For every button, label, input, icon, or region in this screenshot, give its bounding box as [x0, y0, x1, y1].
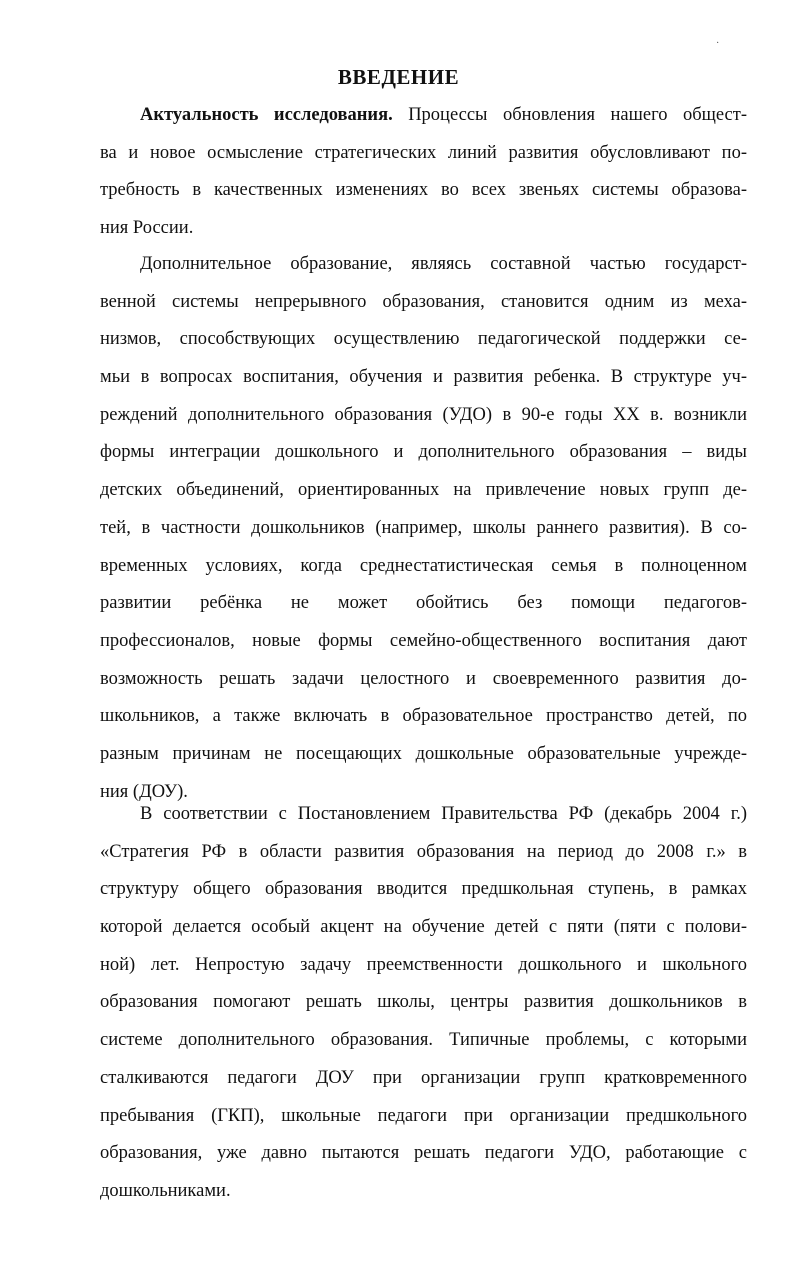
paragraph-strategy	[100, 796, 747, 1211]
text-line: В соответствии с Постановлением Правительства РФ (декабрь 2004 г.)	[140, 804, 747, 824]
text-line: ния (ДОУ).	[100, 781, 188, 802]
text-line: формы интеграции дошкольного и дополнительного образования – виды	[100, 442, 747, 463]
text-line: сталкиваются педагоги ДОУ при организации групп кратковременного	[100, 1067, 747, 1088]
paragraph-lead: Актуальность исследования.	[140, 105, 393, 125]
text-line: ва и новое осмысление стратегических линий развития обусловливают по-	[100, 142, 747, 163]
scan-speck: ·	[716, 38, 720, 49]
text-line: возможность решать задачи целостного и своевременного развития до-	[100, 668, 747, 689]
text-line: образования помогают решать школы, центры развития дошкольников в	[100, 992, 747, 1013]
paragraph-relevance	[100, 97, 747, 248]
text-line: профессионалов, новые формы семейно-общественного воспитания дают	[100, 630, 747, 651]
text-line: развитии ребёнка не может обойтись без помощи педагогов-	[100, 593, 747, 614]
text-line: временных условиях, когда среднестатистическая семья в полноценном	[100, 555, 747, 576]
text-line: пребывания (ГКП), школьные педагоги при организации предшкольного	[100, 1105, 747, 1126]
text-line: разным причинам не посещающих дошкольные образовательные учрежде-	[100, 743, 747, 764]
text-line: системе дополнительного образования. Типичные проблемы, с которыми	[100, 1030, 747, 1051]
text-line: Дополнительное образование, являясь составной частью государст-	[140, 254, 747, 274]
text-line: образования, уже давно пытаются решать педагоги УДО, работающие с	[100, 1143, 747, 1164]
text-line: венной системы непрерывного образования, становится одним из меха-	[100, 291, 747, 312]
text-line: Актуальность исследования. Процессы обновления нашего общест-	[140, 105, 748, 125]
text-line: ния России.	[100, 218, 194, 239]
text-line: «Стратегия РФ в области развития образования на период до 2008 г.» в	[100, 841, 747, 862]
text-line: реждений дополнительного образования (УДО) в 90-е годы XX в. возникли	[100, 404, 747, 425]
paragraph-additional-education	[100, 246, 747, 811]
text-line: низмов, способствующих осуществлению педагогической поддержки се-	[100, 329, 747, 350]
text-line: дошкольниками.	[100, 1180, 231, 1201]
text-line: школьников, а также включать в образовательное пространство детей, по	[100, 706, 747, 727]
text-line: которой делается особый акцент на обучение детей с пяти (пяти с полови-	[100, 917, 747, 938]
text-line: мьи в вопросах воспитания, обучения и развития ребенка. В структуре уч-	[100, 367, 747, 388]
text-line: ной) лет. Непростую задачу преемственности дошкольного и школьного	[100, 954, 747, 975]
text-line: структуру общего образования вводится предшкольная ступень, в рамках	[100, 879, 747, 900]
text-line: детских объединений, ориентированных на привлечение новых групп де-	[100, 480, 747, 501]
page-title: ВВЕДЕНИЕ	[337, 65, 460, 89]
text-line: тей, в частности дошкольников (например, школы раннего развития). В со-	[100, 517, 747, 538]
text-line: требность в качественных изменениях во всех звеньях системы образова-	[100, 180, 747, 201]
